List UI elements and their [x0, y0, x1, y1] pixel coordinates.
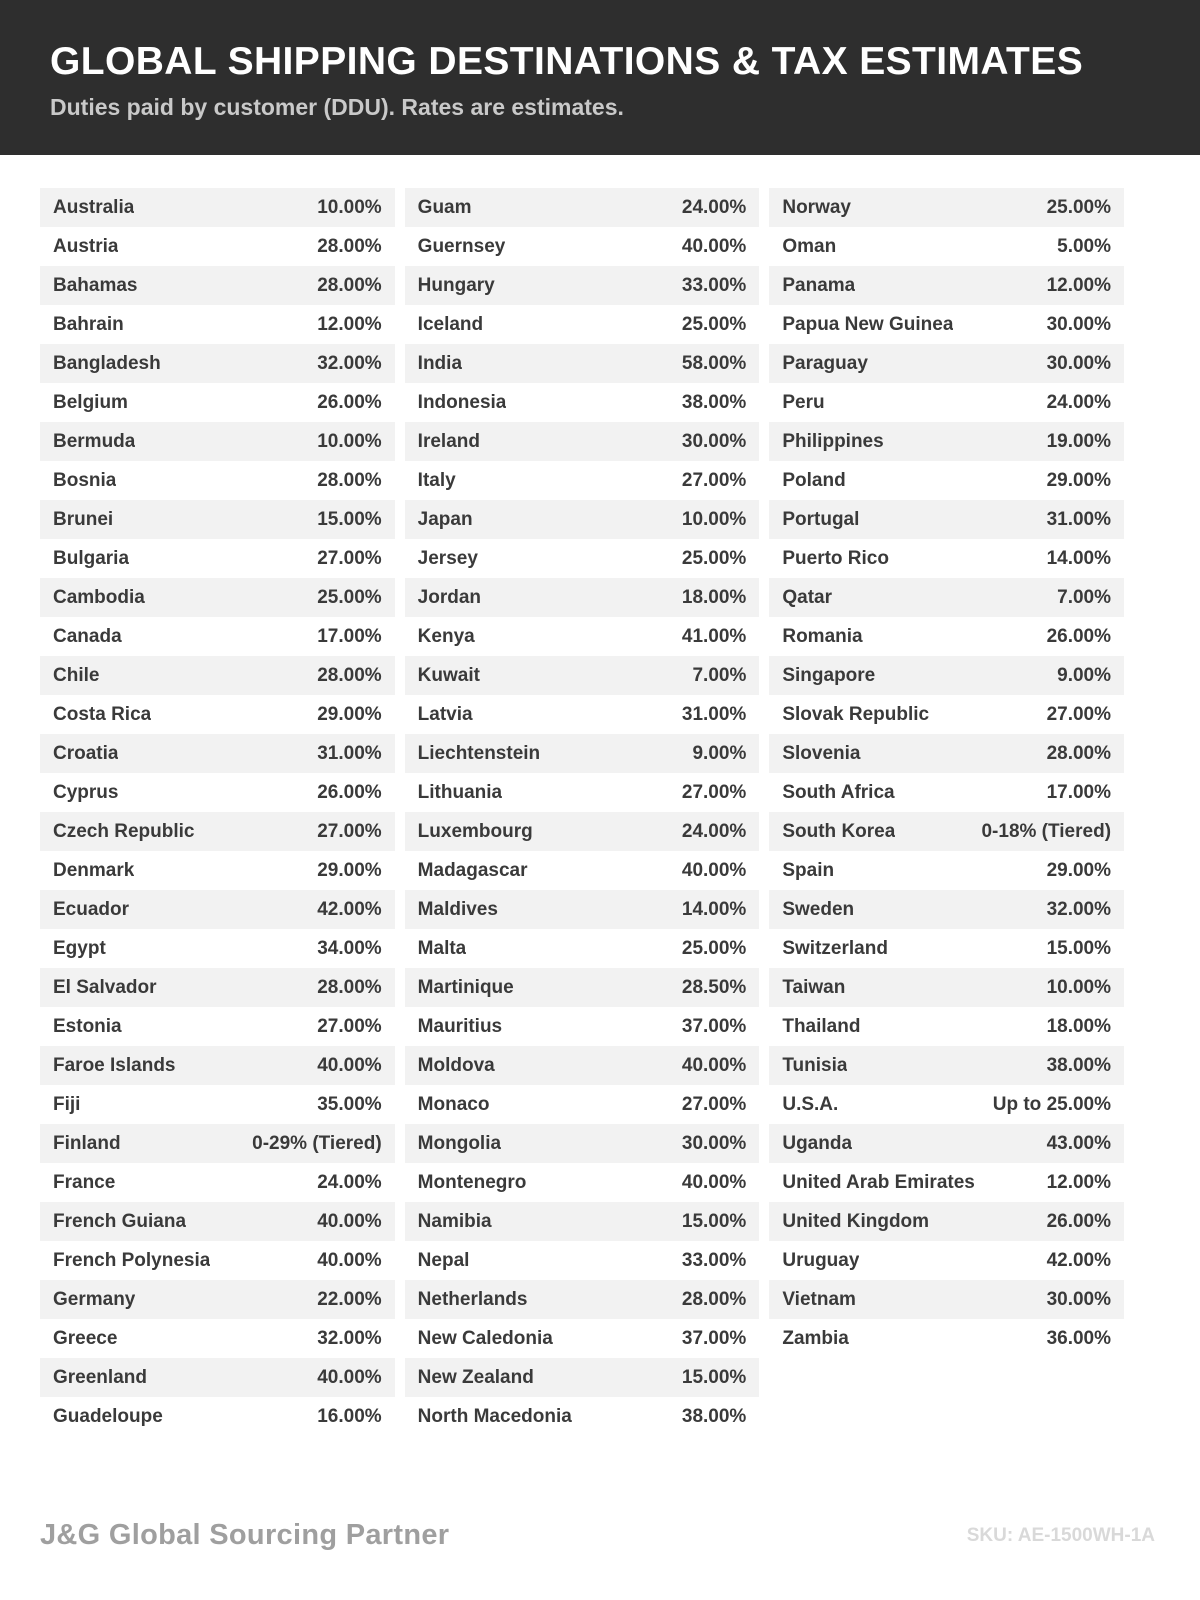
country-name: Brunei: [53, 508, 114, 530]
rate-value: 29.00%: [317, 859, 382, 881]
rate-row: [769, 1085, 1124, 1124]
rate-value: 33.00%: [681, 1249, 747, 1271]
rate-row: [405, 305, 760, 344]
country-name: Tunisia: [782, 1054, 848, 1076]
rate-value: 58.00%: [681, 352, 747, 374]
rate-value: 40.00%: [317, 1249, 382, 1271]
country-name: Croatia: [53, 742, 119, 764]
rate-value: 15.00%: [681, 1366, 747, 1388]
rate-value: 16.00%: [317, 1405, 382, 1427]
rate-value: 40.00%: [317, 1210, 382, 1232]
rate-row: [769, 578, 1124, 617]
rate-row: [40, 1202, 395, 1241]
country-name: Martinique: [417, 976, 514, 998]
rate-row: [40, 188, 395, 227]
country-name: French Polynesia: [53, 1249, 211, 1271]
country-name: Zambia: [782, 1327, 849, 1349]
country-name: Bermuda: [53, 430, 136, 452]
rate-row: [40, 773, 395, 812]
country-name: Mongolia: [417, 1132, 502, 1154]
rate-row: [405, 929, 760, 968]
rate-value: 24.00%: [681, 196, 747, 218]
rate-row: [769, 227, 1124, 266]
country-name: Bahamas: [53, 274, 138, 296]
rate-value: 15.00%: [1046, 937, 1112, 959]
country-name: Montenegro: [417, 1171, 527, 1193]
rates-grid: [40, 188, 1124, 1436]
rate-row: [769, 617, 1124, 656]
rate-row: [40, 1085, 395, 1124]
rate-row: [405, 1358, 760, 1397]
country-name: Paraguay: [782, 352, 868, 374]
rate-row: [769, 422, 1124, 461]
country-name: Cyprus: [53, 781, 119, 803]
rate-value: 27.00%: [317, 820, 382, 842]
rate-row: [769, 1046, 1124, 1085]
rate-row: [769, 929, 1124, 968]
rate-value: 25.00%: [681, 547, 747, 569]
country-name: Madagascar: [417, 859, 528, 881]
rate-value: 37.00%: [681, 1015, 747, 1037]
rate-value: 28.00%: [1046, 742, 1112, 764]
rate-value: 31.00%: [681, 703, 747, 725]
country-name: Netherlands: [417, 1288, 528, 1310]
rate-row: [405, 617, 760, 656]
rate-value: 12.00%: [1046, 1171, 1112, 1193]
rate-value: Up to 25.00%: [992, 1093, 1112, 1115]
country-name: U.S.A.: [782, 1093, 839, 1115]
rate-row: [405, 656, 760, 695]
rate-row: [405, 1085, 760, 1124]
rate-value: 27.00%: [681, 1093, 747, 1115]
country-name: Moldova: [417, 1054, 495, 1076]
country-name: Hungary: [417, 274, 495, 296]
rate-row: [405, 1202, 760, 1241]
rate-row: [769, 266, 1124, 305]
rate-row: [769, 773, 1124, 812]
country-name: Fiji: [53, 1093, 81, 1115]
rate-row: [405, 1319, 760, 1358]
country-name: Guadeloupe: [53, 1405, 163, 1427]
country-name: Switzerland: [782, 937, 888, 959]
country-name: Spain: [782, 859, 835, 881]
rate-value: 27.00%: [317, 547, 382, 569]
country-name: Vietnam: [782, 1288, 856, 1310]
rate-value: 0-29% (Tiered): [252, 1132, 382, 1154]
country-name: North Macedonia: [417, 1405, 572, 1427]
rate-value: 26.00%: [1046, 1210, 1112, 1232]
rate-value: 25.00%: [1046, 196, 1112, 218]
rate-value: 0-18% (Tiered): [981, 820, 1112, 842]
country-name: Austria: [53, 235, 119, 257]
country-name: Egypt: [53, 937, 106, 959]
country-name: Bosnia: [53, 469, 117, 491]
rate-value: 26.00%: [317, 781, 382, 803]
rate-row: [769, 539, 1124, 578]
rate-value: 27.00%: [317, 1015, 382, 1037]
rate-row: [769, 1202, 1124, 1241]
country-name: Taiwan: [782, 976, 846, 998]
rate-row: [769, 1163, 1124, 1202]
rate-row: [40, 1241, 395, 1280]
country-name: Bulgaria: [53, 547, 130, 569]
rate-row: [40, 1007, 395, 1046]
rate-row: [40, 422, 395, 461]
country-name: Greenland: [53, 1366, 147, 1388]
rate-value: 19.00%: [1046, 430, 1112, 452]
country-name: Belgium: [53, 391, 128, 413]
rate-row: [405, 461, 760, 500]
country-name: United Kingdom: [782, 1210, 930, 1232]
header: [0, 0, 1200, 155]
rate-row: [769, 1241, 1124, 1280]
rate-row: [405, 1124, 760, 1163]
rate-value: 32.00%: [1046, 898, 1112, 920]
rate-value: 28.50%: [681, 976, 747, 998]
country-name: Guam: [417, 196, 472, 218]
rate-row: [40, 656, 395, 695]
rate-value: 24.00%: [1046, 391, 1112, 413]
country-name: Guernsey: [417, 235, 506, 257]
rate-value: 31.00%: [317, 742, 382, 764]
rate-value: 5.00%: [1057, 235, 1112, 257]
rate-row: [40, 1163, 395, 1202]
rate-row: [769, 1124, 1124, 1163]
rate-value: 36.00%: [1046, 1327, 1112, 1349]
rate-row: [40, 344, 395, 383]
rate-value: 26.00%: [317, 391, 382, 413]
rate-value: 9.00%: [1057, 664, 1112, 686]
country-name: Poland: [782, 469, 846, 491]
rate-value: 14.00%: [1046, 547, 1112, 569]
rate-row: [40, 578, 395, 617]
rate-value: 42.00%: [1046, 1249, 1112, 1271]
rate-row: [40, 461, 395, 500]
rate-row: [405, 1046, 760, 1085]
brand-name: J&G Global Sourcing Partner: [40, 1519, 450, 1551]
rate-row: [40, 1124, 395, 1163]
rate-value: 17.00%: [317, 625, 382, 647]
rate-row: [40, 500, 395, 539]
rate-value: 28.00%: [317, 664, 382, 686]
rate-row: [405, 968, 760, 1007]
rate-value: 24.00%: [317, 1171, 382, 1193]
rate-value: 40.00%: [681, 1054, 747, 1076]
rate-row: [769, 500, 1124, 539]
rate-value: 30.00%: [1046, 352, 1112, 374]
country-name: French Guiana: [53, 1210, 187, 1232]
rate-value: 7.00%: [692, 664, 747, 686]
rate-value: 14.00%: [681, 898, 747, 920]
rate-row: [769, 890, 1124, 929]
rate-value: 41.00%: [681, 625, 747, 647]
rate-value: 30.00%: [681, 430, 747, 452]
page-subtitle: Duties paid by customer (DDU). Rates are estimates.: [50, 94, 624, 120]
country-name: Mauritius: [417, 1015, 503, 1037]
rate-value: 42.00%: [317, 898, 382, 920]
rate-row: [40, 890, 395, 929]
rate-value: 29.00%: [317, 703, 382, 725]
country-name: Uruguay: [782, 1249, 860, 1271]
rate-value: 10.00%: [681, 508, 747, 530]
rate-value: 40.00%: [681, 1171, 747, 1193]
rate-value: 10.00%: [1046, 976, 1112, 998]
rate-value: 37.00%: [681, 1327, 747, 1349]
country-name: Bahrain: [53, 313, 124, 335]
rate-row: [405, 695, 760, 734]
rate-row: [769, 812, 1124, 851]
rate-row: [769, 656, 1124, 695]
rate-value: 25.00%: [317, 586, 382, 608]
rate-row: [40, 1280, 395, 1319]
rate-value: 35.00%: [317, 1093, 382, 1115]
rate-row: [405, 422, 760, 461]
rate-row: [40, 383, 395, 422]
country-name: Czech Republic: [53, 820, 195, 842]
rate-value: 38.00%: [681, 1405, 747, 1427]
rates-column-3: [769, 188, 1124, 1358]
rate-row: [405, 1280, 760, 1319]
rate-value: 33.00%: [681, 274, 747, 296]
country-name: Cambodia: [53, 586, 145, 608]
rate-value: 28.00%: [317, 274, 382, 296]
rate-row: [769, 1007, 1124, 1046]
rates-column-2: [405, 188, 760, 1436]
country-name: Greece: [53, 1327, 118, 1349]
rate-row: [405, 266, 760, 305]
rate-value: 12.00%: [317, 313, 382, 335]
footer: [0, 1489, 1200, 1600]
rate-value: 38.00%: [681, 391, 747, 413]
country-name: Uganda: [782, 1132, 853, 1154]
rate-value: 29.00%: [1046, 859, 1112, 881]
country-name: Malta: [417, 937, 467, 959]
rate-row: [405, 1163, 760, 1202]
country-name: Liechtenstein: [417, 742, 541, 764]
rate-row: [40, 812, 395, 851]
country-name: Nepal: [417, 1249, 470, 1271]
country-name: Slovenia: [782, 742, 861, 764]
country-name: Slovak Republic: [782, 703, 930, 725]
country-name: Ecuador: [53, 898, 130, 920]
country-name: Lithuania: [417, 781, 503, 803]
country-name: Namibia: [417, 1210, 492, 1232]
country-name: Costa Rica: [53, 703, 152, 725]
rate-value: 10.00%: [317, 430, 382, 452]
rate-value: 40.00%: [681, 859, 747, 881]
country-name: Papua New Guinea: [782, 313, 954, 335]
country-name: Portugal: [782, 508, 860, 530]
country-name: Romania: [782, 625, 863, 647]
rate-row: [40, 539, 395, 578]
country-name: Singapore: [782, 664, 876, 686]
rate-value: 30.00%: [681, 1132, 747, 1154]
rate-row: [40, 1397, 395, 1436]
rate-value: 38.00%: [1046, 1054, 1112, 1076]
country-name: Oman: [782, 235, 837, 257]
rate-row: [405, 1007, 760, 1046]
rate-value: 10.00%: [317, 196, 382, 218]
country-name: Luxembourg: [417, 820, 533, 842]
rate-row: [40, 1319, 395, 1358]
country-name: Denmark: [53, 859, 135, 881]
rate-value: 18.00%: [681, 586, 747, 608]
country-name: Japan: [417, 508, 473, 530]
rate-row: [40, 1358, 395, 1397]
country-name: Iceland: [417, 313, 484, 335]
rate-row: [405, 188, 760, 227]
rates-column-1: [40, 188, 395, 1436]
rate-row: [769, 383, 1124, 422]
rate-row: [405, 227, 760, 266]
rate-row: [405, 890, 760, 929]
country-name: Jersey: [417, 547, 478, 569]
country-name: Italy: [417, 469, 456, 491]
rate-row: [405, 812, 760, 851]
rate-value: 17.00%: [1046, 781, 1112, 803]
country-name: Indonesia: [417, 391, 507, 413]
rate-row: [40, 305, 395, 344]
rate-row: [769, 344, 1124, 383]
country-name: Peru: [782, 391, 825, 413]
rate-value: 28.00%: [317, 976, 382, 998]
rate-value: 40.00%: [681, 235, 747, 257]
rate-row: [40, 266, 395, 305]
rate-row: [405, 851, 760, 890]
rate-row: [405, 1397, 760, 1436]
rate-row: [769, 461, 1124, 500]
rate-value: 28.00%: [317, 469, 382, 491]
rate-row: [769, 851, 1124, 890]
rate-value: 18.00%: [1046, 1015, 1112, 1037]
rate-row: [769, 188, 1124, 227]
rate-row: [405, 344, 760, 383]
rate-value: 32.00%: [317, 352, 382, 374]
rate-value: 30.00%: [1046, 1288, 1112, 1310]
country-name: Kuwait: [417, 664, 480, 686]
country-name: Estonia: [53, 1015, 122, 1037]
country-name: Puerto Rico: [782, 547, 889, 569]
country-name: Norway: [782, 196, 851, 218]
rate-value: 9.00%: [692, 742, 747, 764]
rate-value: 27.00%: [681, 781, 747, 803]
rate-value: 24.00%: [681, 820, 747, 842]
page-title: GLOBAL SHIPPING DESTINATIONS & TAX ESTIMATES: [50, 40, 1084, 83]
country-name: India: [417, 352, 463, 374]
rate-value: 34.00%: [317, 937, 382, 959]
rate-value: 26.00%: [1046, 625, 1112, 647]
rate-row: [40, 851, 395, 890]
rate-value: 22.00%: [317, 1288, 382, 1310]
rate-row: [405, 383, 760, 422]
country-name: Kenya: [417, 625, 475, 647]
rate-value: 40.00%: [317, 1054, 382, 1076]
rate-row: [405, 734, 760, 773]
rate-value: 32.00%: [317, 1327, 382, 1349]
rate-row: [769, 968, 1124, 1007]
country-name: Jordan: [417, 586, 482, 608]
country-name: Thailand: [782, 1015, 861, 1037]
country-name: Sweden: [782, 898, 855, 920]
rate-row: [405, 539, 760, 578]
country-name: South Korea: [782, 820, 896, 842]
country-name: New Zealand: [417, 1366, 534, 1388]
country-name: Germany: [53, 1288, 136, 1310]
rate-value: 15.00%: [317, 508, 382, 530]
rate-value: 30.00%: [1046, 313, 1112, 335]
rate-row: [405, 500, 760, 539]
rate-row: [769, 305, 1124, 344]
rate-value: 25.00%: [681, 937, 747, 959]
country-name: Panama: [782, 274, 856, 296]
rate-row: [40, 617, 395, 656]
rate-value: 28.00%: [681, 1288, 747, 1310]
country-name: Maldives: [417, 898, 498, 920]
rate-value: 7.00%: [1057, 586, 1112, 608]
country-name: Finland: [53, 1132, 121, 1154]
country-name: Bangladesh: [53, 352, 161, 374]
rate-row: [769, 734, 1124, 773]
rate-row: [405, 578, 760, 617]
rate-row: [40, 1046, 395, 1085]
country-name: New Caledonia: [417, 1327, 553, 1349]
country-name: El Salvador: [53, 976, 157, 998]
rate-value: 12.00%: [1046, 274, 1112, 296]
country-name: Canada: [53, 625, 122, 647]
rate-value: 25.00%: [681, 313, 747, 335]
rate-value: 31.00%: [1046, 508, 1112, 530]
sku-label: SKU: AE-1500WH-1A: [966, 1524, 1155, 1546]
rate-row: [405, 1241, 760, 1280]
country-name: France: [53, 1171, 116, 1193]
rate-row: [769, 1280, 1124, 1319]
country-name: Faroe Islands: [53, 1054, 176, 1076]
rate-row: [40, 968, 395, 1007]
rate-row: [769, 695, 1124, 734]
rate-value: 15.00%: [681, 1210, 747, 1232]
country-name: Australia: [53, 196, 135, 218]
rate-row: [40, 227, 395, 266]
country-name: Chile: [53, 664, 100, 686]
rate-row: [40, 929, 395, 968]
rate-value: 43.00%: [1046, 1132, 1112, 1154]
country-name: Monaco: [417, 1093, 490, 1115]
rate-row: [769, 1319, 1124, 1358]
rate-value: 40.00%: [317, 1366, 382, 1388]
rate-value: 29.00%: [1046, 469, 1112, 491]
rate-row: [405, 773, 760, 812]
rate-value: 28.00%: [317, 235, 382, 257]
rate-row: [40, 695, 395, 734]
country-name: Philippines: [782, 430, 884, 452]
rate-value: 27.00%: [1046, 703, 1112, 725]
country-name: Latvia: [417, 703, 473, 725]
country-name: United Arab Emirates: [782, 1171, 975, 1193]
country-name: Ireland: [417, 430, 480, 452]
country-name: South Africa: [782, 781, 895, 803]
country-name: Qatar: [782, 586, 832, 608]
rate-value: 27.00%: [681, 469, 747, 491]
rate-row: [40, 734, 395, 773]
